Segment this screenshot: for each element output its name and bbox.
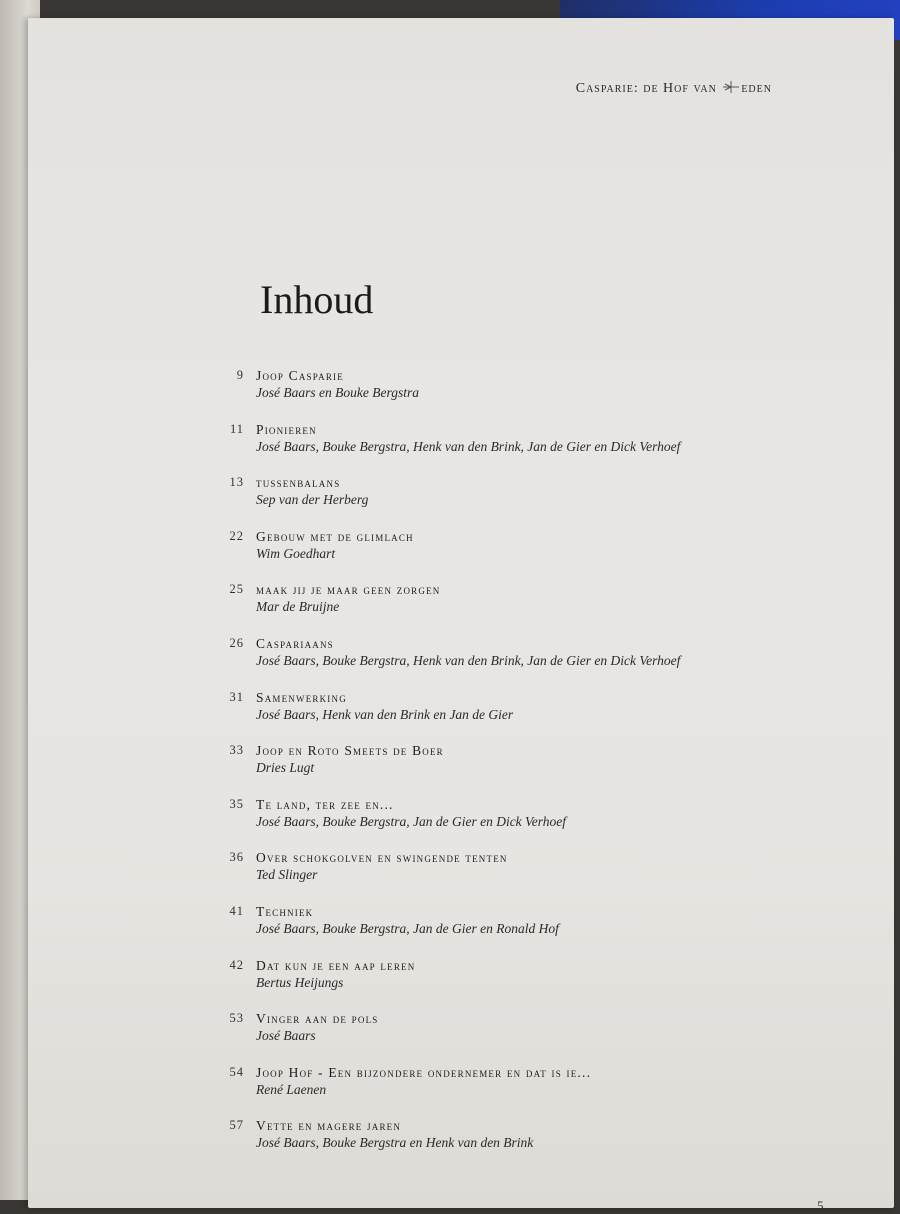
toc-authors: Mar de Bruijne [256,599,340,615]
toc-page-number: 35 [229,796,244,811]
toc-chapter-title: Vinger aan de pols [256,1011,379,1027]
toc-entry [208,368,828,422]
toc-chapter-title: Joop en Roto Smeets de Boer [256,743,444,759]
toc-page-number: 41 [229,903,244,918]
toc-entry [208,1011,828,1065]
running-head-left: Casparie: de Hof van [575,81,717,96]
toc-entry [208,797,828,851]
toc-chapter-title: Caspariaans [256,635,334,651]
toc-authors: José Baars, Bouke Bergstra, Jan de Gier en Ronald Hof [256,920,559,936]
toc-page-number: 11 [229,421,244,436]
page-title: Inhoud [260,277,374,322]
toc-chapter-title: Vette en magere jaren [256,1118,402,1134]
toc-authors: José Baars, Bouke Bergstra, Henk van den Brink, Jan de Gier en Dick Verhoef [256,652,681,668]
toc-chapter-title: Samenwerking [256,689,347,705]
toc-page-number: 31 [229,689,244,704]
toc-authors: José Baars [256,1028,316,1044]
toc-entry [208,636,828,690]
toc-page-number: 36 [229,850,244,865]
toc-chapter-title: Te land, ter zee en... [256,796,394,812]
toc-authors: José Baars, Bouke Bergstra, Jan de Gier en Dick Verhoef [256,813,567,829]
toc-entry [208,690,828,744]
toc-authors: José Baars, Bouke Bergstra, Henk van den Brink, Jan de Gier en Dick Verhoef [256,438,681,454]
toc-authors: Wim Goedhart [256,545,336,561]
page-number: 5 [817,1198,824,1213]
toc-authors: René Laenen [256,1081,327,1097]
toc-page-number: 22 [229,528,244,543]
toc-entry [208,958,828,1012]
toc-authors: Sep van der Herberg [256,492,369,508]
book-page [28,18,894,1213]
toc-chapter-title: Gebouw met de glimlach [256,528,414,544]
toc-authors: José Baars, Henk van den Brink en Jan de Gier [256,706,514,722]
toc-authors: Dries Lugt [256,760,315,776]
toc-entry [208,529,828,583]
toc-page-number: 42 [229,957,244,972]
hof-logo-icon [721,80,741,94]
toc-page-number: 26 [229,635,244,650]
toc-page-number: 33 [229,743,244,758]
toc-page-number: 13 [229,475,244,490]
toc-authors: José Baars en Bouke Bergstra [256,385,419,400]
running-head-right: eden [741,81,772,96]
toc-page-number: 57 [229,1118,244,1133]
toc-chapter-title: Joop Hof - Een bijzondere ondernemer en dat is ie... [256,1064,592,1080]
toc-chapter-title: Joop Casparie [256,368,344,383]
toc-entry [208,475,828,529]
toc-chapter-title: Techniek [256,903,314,919]
toc-chapter-title: maak jij je maar geen zorgen [256,582,441,598]
toc-entry [208,743,828,797]
toc-chapter-title: Pionieren [256,421,317,437]
toc-page-number: 53 [229,1011,244,1026]
table-of-contents [208,368,828,1172]
toc-chapter-title: tussenbalans [256,475,341,491]
toc-entry [208,1118,828,1172]
toc-entry [208,582,828,636]
toc-entry [208,850,828,904]
toc-page-number: 54 [229,1064,244,1079]
toc-authors: Ted Slinger [256,867,318,883]
running-head [576,80,772,97]
toc-page-number: 9 [236,368,244,382]
toc-entry [208,904,828,958]
toc-authors: Bertus Heijungs [256,974,344,990]
toc-entry [208,422,828,476]
toc-chapter-title: Dat kun je een aap leren [256,957,416,973]
toc-entry [208,1065,828,1119]
toc-chapter-title: Over schokgolven en swingende tenten [256,850,508,866]
toc-authors: José Baars, Bouke Bergstra en Henk van den Brink [256,1135,534,1151]
toc-page-number: 25 [229,582,244,597]
